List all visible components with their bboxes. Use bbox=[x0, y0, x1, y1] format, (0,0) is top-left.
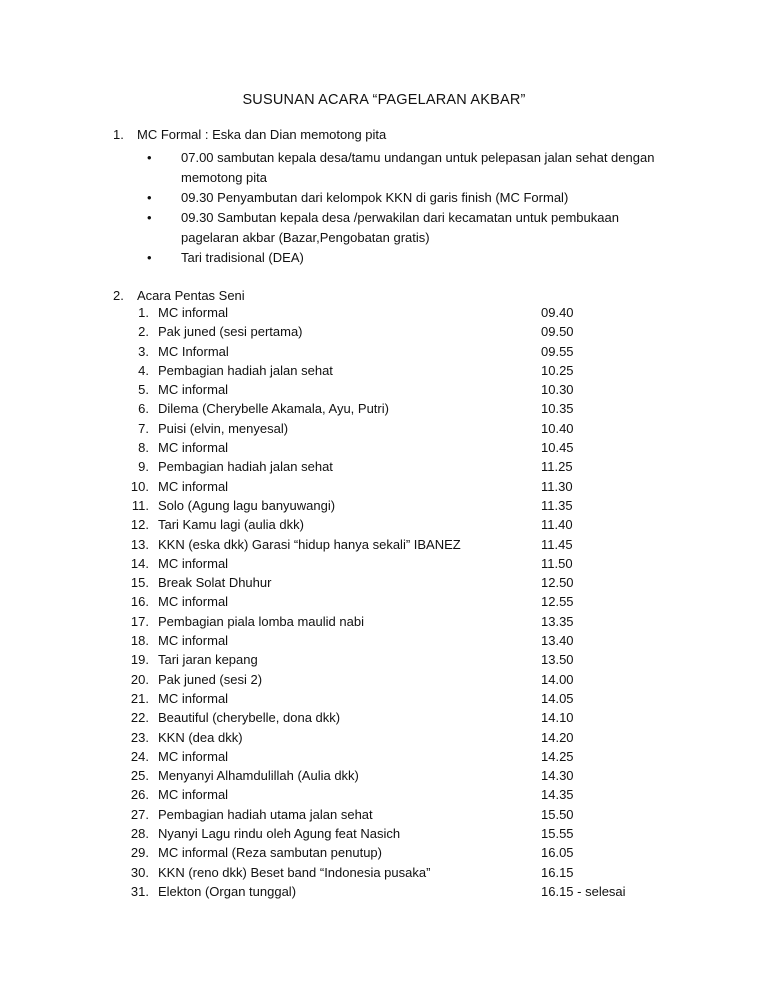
schedule-row bbox=[0, 303, 768, 322]
schedule-row-number: 22. bbox=[130, 710, 149, 726]
schedule-row-label: MC informal bbox=[158, 748, 229, 764]
schedule-row-time: 11.25 bbox=[541, 459, 573, 475]
schedule-row-time: 15.50 bbox=[541, 806, 574, 822]
schedule-row bbox=[0, 380, 768, 399]
bullet-item bbox=[0, 148, 768, 188]
schedule-row-time: 09.50 bbox=[541, 324, 574, 340]
schedule-row-number: 30. bbox=[130, 864, 149, 880]
bullet-icon: • bbox=[147, 150, 152, 165]
schedule-row bbox=[0, 554, 768, 573]
schedule-row-label: MC informal bbox=[158, 440, 229, 456]
schedule-row-label: MC informal (Reza sambutan penutup) bbox=[158, 845, 382, 861]
schedule-row-label: Solo (Agung lagu banyuwangi) bbox=[158, 497, 336, 513]
schedule-row-time: 15.55 bbox=[541, 826, 574, 842]
schedule-row bbox=[0, 670, 768, 689]
schedule-row-number: 24. bbox=[130, 748, 149, 764]
schedule-row-label: Break Solat Dhuhur bbox=[158, 575, 272, 591]
schedule-row-time: 10.35 bbox=[541, 401, 574, 417]
schedule-row-label: Tari jaran kepang bbox=[158, 652, 258, 668]
schedule-row bbox=[0, 843, 768, 862]
schedule-row bbox=[0, 361, 768, 380]
schedule-row bbox=[0, 457, 768, 476]
schedule-row-label: Nyanyi Lagu rindu oleh Agung feat Nasich bbox=[158, 826, 401, 842]
schedule-row-time: 12.50 bbox=[541, 575, 574, 591]
schedule-row-number: 16. bbox=[130, 594, 149, 610]
schedule-row-number: 4. bbox=[138, 362, 149, 378]
bullet-text: 09.30 Sambutan kepala desa /perwakilan dari kecamatan untuk pembukaan pagelaran akbar (Bazar,Pengobatan gratis) bbox=[181, 210, 619, 245]
schedule-row-time: 16.15 bbox=[541, 864, 574, 880]
schedule-row bbox=[0, 708, 768, 727]
schedule-row-label: KKN (reno dkk) Beset band “Indonesia pusaka” bbox=[158, 864, 431, 880]
schedule-row-number: 9. bbox=[138, 459, 149, 475]
schedule-row bbox=[0, 824, 768, 843]
schedule-row-number: 17. bbox=[130, 613, 149, 629]
schedule-row-time: 14.10 bbox=[541, 710, 574, 726]
bullet-text: 07.00 sambutan kepala desa/tamu undangan untuk pelepasan jalan sehat dengan memotong pita bbox=[181, 150, 655, 185]
schedule-row-label: MC informal bbox=[158, 382, 229, 398]
schedule-row-time: 10.45 bbox=[541, 440, 574, 456]
section-1-bullet-list bbox=[0, 148, 768, 268]
schedule-row-label: MC informal bbox=[158, 787, 229, 803]
schedule-row-time: 10.40 bbox=[541, 420, 574, 436]
schedule-row-number: 25. bbox=[130, 768, 149, 784]
schedule-row-time: 11.35 bbox=[541, 497, 573, 513]
schedule-row-number: 28. bbox=[130, 826, 149, 842]
schedule-row-time: 10.30 bbox=[541, 382, 574, 398]
schedule-row-time: 16.15 - selesai bbox=[541, 883, 626, 899]
schedule-row-time: 14.25 bbox=[541, 748, 574, 764]
schedule-row-time: 14.30 bbox=[541, 768, 574, 784]
schedule-row-label: Dilema (Cherybelle Akamala, Ayu, Putri) bbox=[158, 401, 389, 417]
schedule-row bbox=[0, 399, 768, 418]
section-1-title: MC Formal : Eska dan Dian memotong pita bbox=[137, 127, 387, 142]
schedule-row-number: 29. bbox=[130, 845, 149, 861]
schedule-row-time: 09.55 bbox=[541, 343, 574, 359]
schedule-row bbox=[0, 535, 768, 554]
schedule-row bbox=[0, 573, 768, 592]
bullet-text: Tari tradisional (DEA) bbox=[181, 250, 304, 265]
schedule-row-time: 09.40 bbox=[541, 305, 574, 320]
schedule-row-label: Pembagian hadiah jalan sehat bbox=[158, 459, 333, 475]
schedule-row-time: 11.40 bbox=[541, 517, 573, 533]
schedule-row-time: 13.40 bbox=[541, 633, 574, 649]
schedule-row bbox=[0, 728, 768, 747]
schedule-row-label: Pembagian piala lomba maulid nabi bbox=[158, 613, 364, 629]
schedule-row-label: Pak juned (sesi 2) bbox=[158, 671, 263, 687]
schedule-row-time: 11.50 bbox=[541, 555, 573, 571]
schedule-row-number: 6. bbox=[138, 401, 149, 417]
schedule-row-label: KKN (eska dkk) Garasi “hidup hanya sekali” IBANEZ bbox=[158, 536, 461, 552]
schedule-row-time: 14.20 bbox=[541, 729, 574, 745]
schedule-row-number: 1. bbox=[138, 305, 149, 320]
schedule-row-label: Pak juned (sesi pertama) bbox=[158, 324, 303, 340]
schedule-row bbox=[0, 496, 768, 515]
schedule-row-label: MC informal bbox=[158, 690, 229, 706]
schedule-row-number: 12. bbox=[130, 517, 149, 533]
schedule-row-label: Elekton (Organ tunggal) bbox=[158, 883, 297, 899]
schedule-row-label: MC informal bbox=[158, 594, 229, 610]
schedule-row bbox=[0, 477, 768, 496]
schedule-row-label: Tari Kamu lagi (aulia dkk) bbox=[158, 517, 304, 533]
schedule-row-time: 13.50 bbox=[541, 652, 574, 668]
schedule-row-number: 18. bbox=[130, 633, 149, 649]
schedule-row bbox=[0, 863, 768, 882]
schedule-row bbox=[0, 592, 768, 611]
schedule-row-number: 20. bbox=[130, 671, 149, 687]
schedule-row bbox=[0, 631, 768, 650]
schedule-row bbox=[0, 747, 768, 766]
schedule-row-label: MC Informal bbox=[158, 343, 229, 359]
schedule-row bbox=[0, 766, 768, 785]
schedule-row-number: 19. bbox=[130, 652, 149, 668]
schedule-row bbox=[0, 342, 768, 361]
bullet-icon: • bbox=[147, 210, 152, 225]
schedule-row-number: 31. bbox=[130, 883, 149, 899]
schedule-row-label: Menyanyi Alhamdulillah (Aulia dkk) bbox=[158, 768, 359, 784]
document-title: SUSUNAN ACARA “PAGELARAN AKBAR” bbox=[242, 92, 526, 108]
schedule-row-number: 5. bbox=[138, 382, 149, 398]
schedule-row-label: MC informal bbox=[158, 478, 229, 494]
schedule-row-label: MC informal bbox=[158, 633, 229, 649]
schedule-row-time: 14.35 bbox=[541, 787, 574, 803]
schedule-row-time: 13.35 bbox=[541, 613, 574, 629]
schedule-row bbox=[0, 785, 768, 804]
schedule-row bbox=[0, 805, 768, 824]
schedule-row-time: 11.45 bbox=[541, 536, 573, 552]
schedule-row bbox=[0, 515, 768, 534]
schedule-row-label: Puisi (elvin, menyesal) bbox=[158, 420, 289, 436]
schedule-row-time: 16.05 bbox=[541, 845, 574, 861]
schedule-row-number: 26. bbox=[130, 787, 149, 803]
schedule-row-number: 27. bbox=[130, 806, 149, 822]
schedule-row-number: 11. bbox=[131, 497, 149, 513]
schedule-row-number: 13. bbox=[130, 536, 149, 552]
schedule-row bbox=[0, 689, 768, 708]
section-1-number: 1. bbox=[113, 127, 124, 142]
schedule-row-number: 15. bbox=[130, 575, 149, 591]
schedule-row-number: 14. bbox=[130, 555, 149, 571]
bullet-text: 09.30 Penyambutan dari kelompok KKN di garis finish (MC Formal) bbox=[181, 190, 569, 205]
schedule-row-label: MC informal bbox=[158, 305, 229, 320]
bullet-item bbox=[0, 188, 768, 208]
schedule-row-time: 12.55 bbox=[541, 594, 574, 610]
schedule-row bbox=[0, 419, 768, 438]
schedule-row-label: Pembagian hadiah jalan sehat bbox=[158, 362, 333, 378]
schedule-row-number: 3. bbox=[138, 343, 149, 359]
schedule-row-time: 14.05 bbox=[541, 690, 574, 706]
schedule-row-time: 11.30 bbox=[541, 478, 573, 494]
schedule-row bbox=[0, 650, 768, 669]
schedule-row-number: 8. bbox=[138, 440, 149, 456]
bullet-icon: • bbox=[147, 190, 152, 205]
schedule-row bbox=[0, 438, 768, 457]
schedule-row-time: 10.25 bbox=[541, 362, 574, 378]
schedule-row-label: Pembagian hadiah utama jalan sehat bbox=[158, 806, 373, 822]
section-2-schedule-list bbox=[0, 303, 768, 901]
section-2-number: 2. bbox=[113, 288, 124, 303]
schedule-row bbox=[0, 612, 768, 631]
schedule-row-number: 21. bbox=[130, 690, 149, 706]
schedule-row bbox=[0, 322, 768, 341]
schedule-row-number: 2. bbox=[138, 324, 149, 340]
schedule-row-label: MC informal bbox=[158, 555, 229, 571]
schedule-row bbox=[0, 882, 768, 901]
bullet-item bbox=[0, 248, 768, 268]
schedule-row-number: 7. bbox=[138, 420, 149, 436]
schedule-row-number: 23. bbox=[130, 729, 149, 745]
bullet-item bbox=[0, 208, 768, 248]
schedule-row-number: 10. bbox=[130, 478, 149, 494]
bullet-icon: • bbox=[147, 250, 152, 265]
schedule-row-label: Beautiful (cherybelle, dona dkk) bbox=[158, 710, 341, 726]
section-2-title: Acara Pentas Seni bbox=[137, 288, 245, 303]
schedule-row-label: KKN (dea dkk) bbox=[158, 729, 243, 745]
schedule-row-time: 14.00 bbox=[541, 671, 574, 687]
